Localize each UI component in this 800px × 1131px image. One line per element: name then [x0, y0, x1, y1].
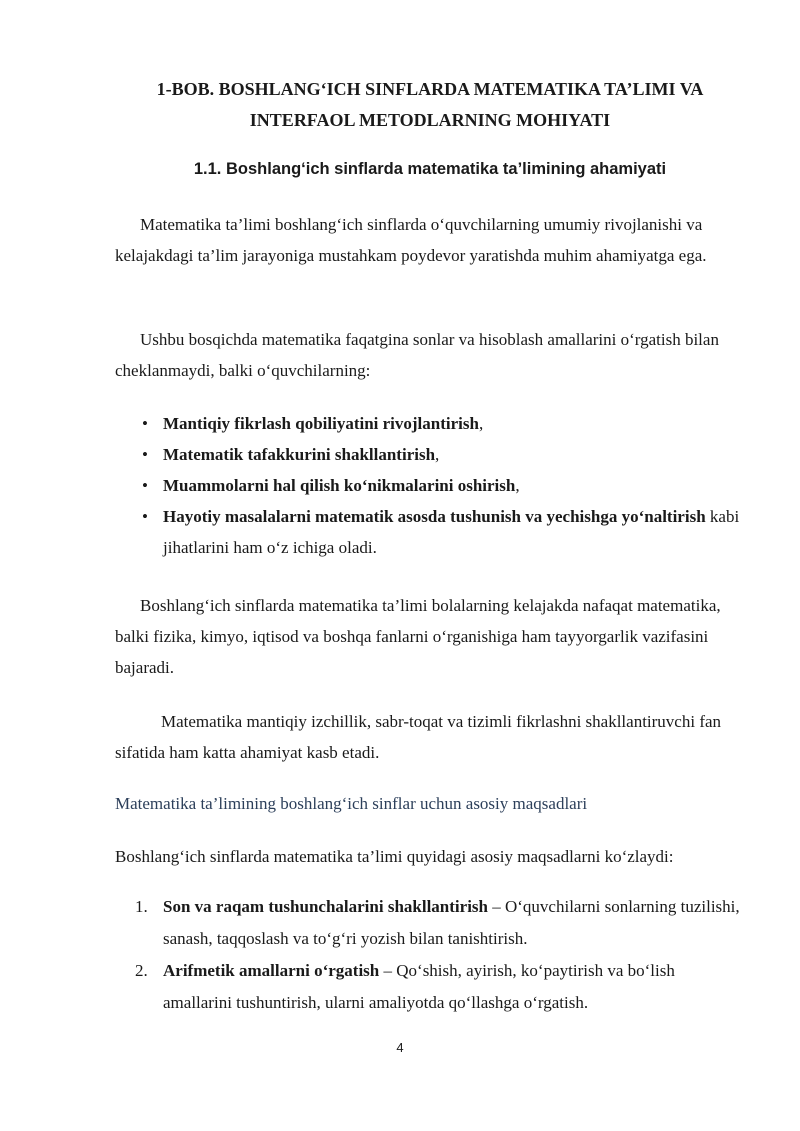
goal-bold-text: Arifmetik amallarni o‘rgatish	[163, 961, 380, 980]
bullet-text: kabi jihatlarini ham o‘z ichiga oladi.	[163, 507, 740, 557]
bullet-text: ,	[515, 476, 520, 495]
paragraph-preparation: Boshlang‘ich sinflarda matematika ta’limi bolalarning kelajakda nafaqat matematika, balki fizika, kimyo, iqtisod va boshqa fanlarni o‘rganishiga ham tayyorgarlik vazifasini bajaradi.	[115, 596, 721, 677]
list-number: 1.	[135, 897, 148, 916]
list-item	[115, 501, 740, 563]
paragraph-goals-intro: Boshlang‘ich sinflarda matematika ta’limi quyidagi asosiy maqsadlarni ko‘zlaydi:	[115, 847, 674, 866]
bullet-bold-text: Muammolarni hal qilish ko‘nikmalarini oshirish	[163, 476, 516, 495]
goal-text: – O‘quvchilarni sonlarning tuzilishi, sanash, taqqoslash va to‘g‘ri yozish bilan tanishtirish.	[163, 897, 740, 948]
goals-subheading: Matematika ta’limining boshlang‘ich sinflar uchun asosiy maqsadlari	[115, 794, 588, 813]
bullet-text: ,	[435, 445, 440, 464]
bullet-bold-text: Matematik tafakkurini shakllantirish	[163, 445, 436, 464]
list-item	[115, 470, 740, 501]
goal-bold-text: Son va raqam tushunchalarini shakllantirish	[163, 897, 488, 916]
paragraph-intro: Matematika ta’limi boshlang‘ich sinflarda o‘quvchilarning umumiy rivojlanishi va kelajakdagi ta’lim jarayoniga mustahkam poydevor yaratishda muhim ahamiyatga ega.	[115, 215, 707, 265]
chapter-title	[100, 74, 760, 136]
page-number: 4	[396, 1040, 404, 1055]
chapter-title-line1: 1-BOB. BOSHLANG‘ICH SINFLARDA MATEMATIKA TA’LIMI VA	[156, 79, 704, 99]
list-item	[115, 439, 740, 470]
goals-numbered-list	[115, 891, 740, 1019]
bullet-bold-text: Hayotiy masalalarni matematik asosda tushunish va yechishga yo‘naltirish	[163, 507, 706, 526]
bullet-icon: •	[142, 476, 148, 495]
paragraph-scope: Ushbu bosqichda matematika faqatgina sonlar va hisoblash amallarini o‘rgatish bilan cheklanmaydi, balki o‘quvchilarning:	[115, 330, 719, 380]
bullet-icon: •	[142, 507, 148, 526]
bullet-icon: •	[142, 414, 148, 433]
bullet-text: ,	[478, 414, 484, 433]
paragraph-logic: Matematika mantiqiy izchillik, sabr-toqat va tizimli fikrlashni shakllantiruvchi fan sifatida ham katta ahamiyat kasb etadi.	[115, 712, 722, 762]
goal-text: – Qo‘shish, ayirish, ko‘paytirish va bo‘lish amallarini tushuntirish, ularni amaliyotda qo‘llashga o‘rgatish.	[163, 961, 675, 1012]
skills-bullet-list	[115, 408, 740, 563]
list-item	[115, 955, 740, 1019]
list-item	[115, 408, 740, 439]
list-item	[115, 891, 740, 955]
bullet-bold-text: Mantiqiy fikrlash qobiliyatini rivojlantirish	[163, 414, 479, 433]
bullet-icon: •	[142, 445, 148, 464]
chapter-title-line2: INTERFAOL METODLARNING MOHIYATI	[249, 110, 611, 130]
list-number: 2.	[135, 961, 148, 980]
section-title: 1.1. Boshlang‘ich sinflarda matematika ta’limining ahamiyati	[193, 160, 667, 178]
